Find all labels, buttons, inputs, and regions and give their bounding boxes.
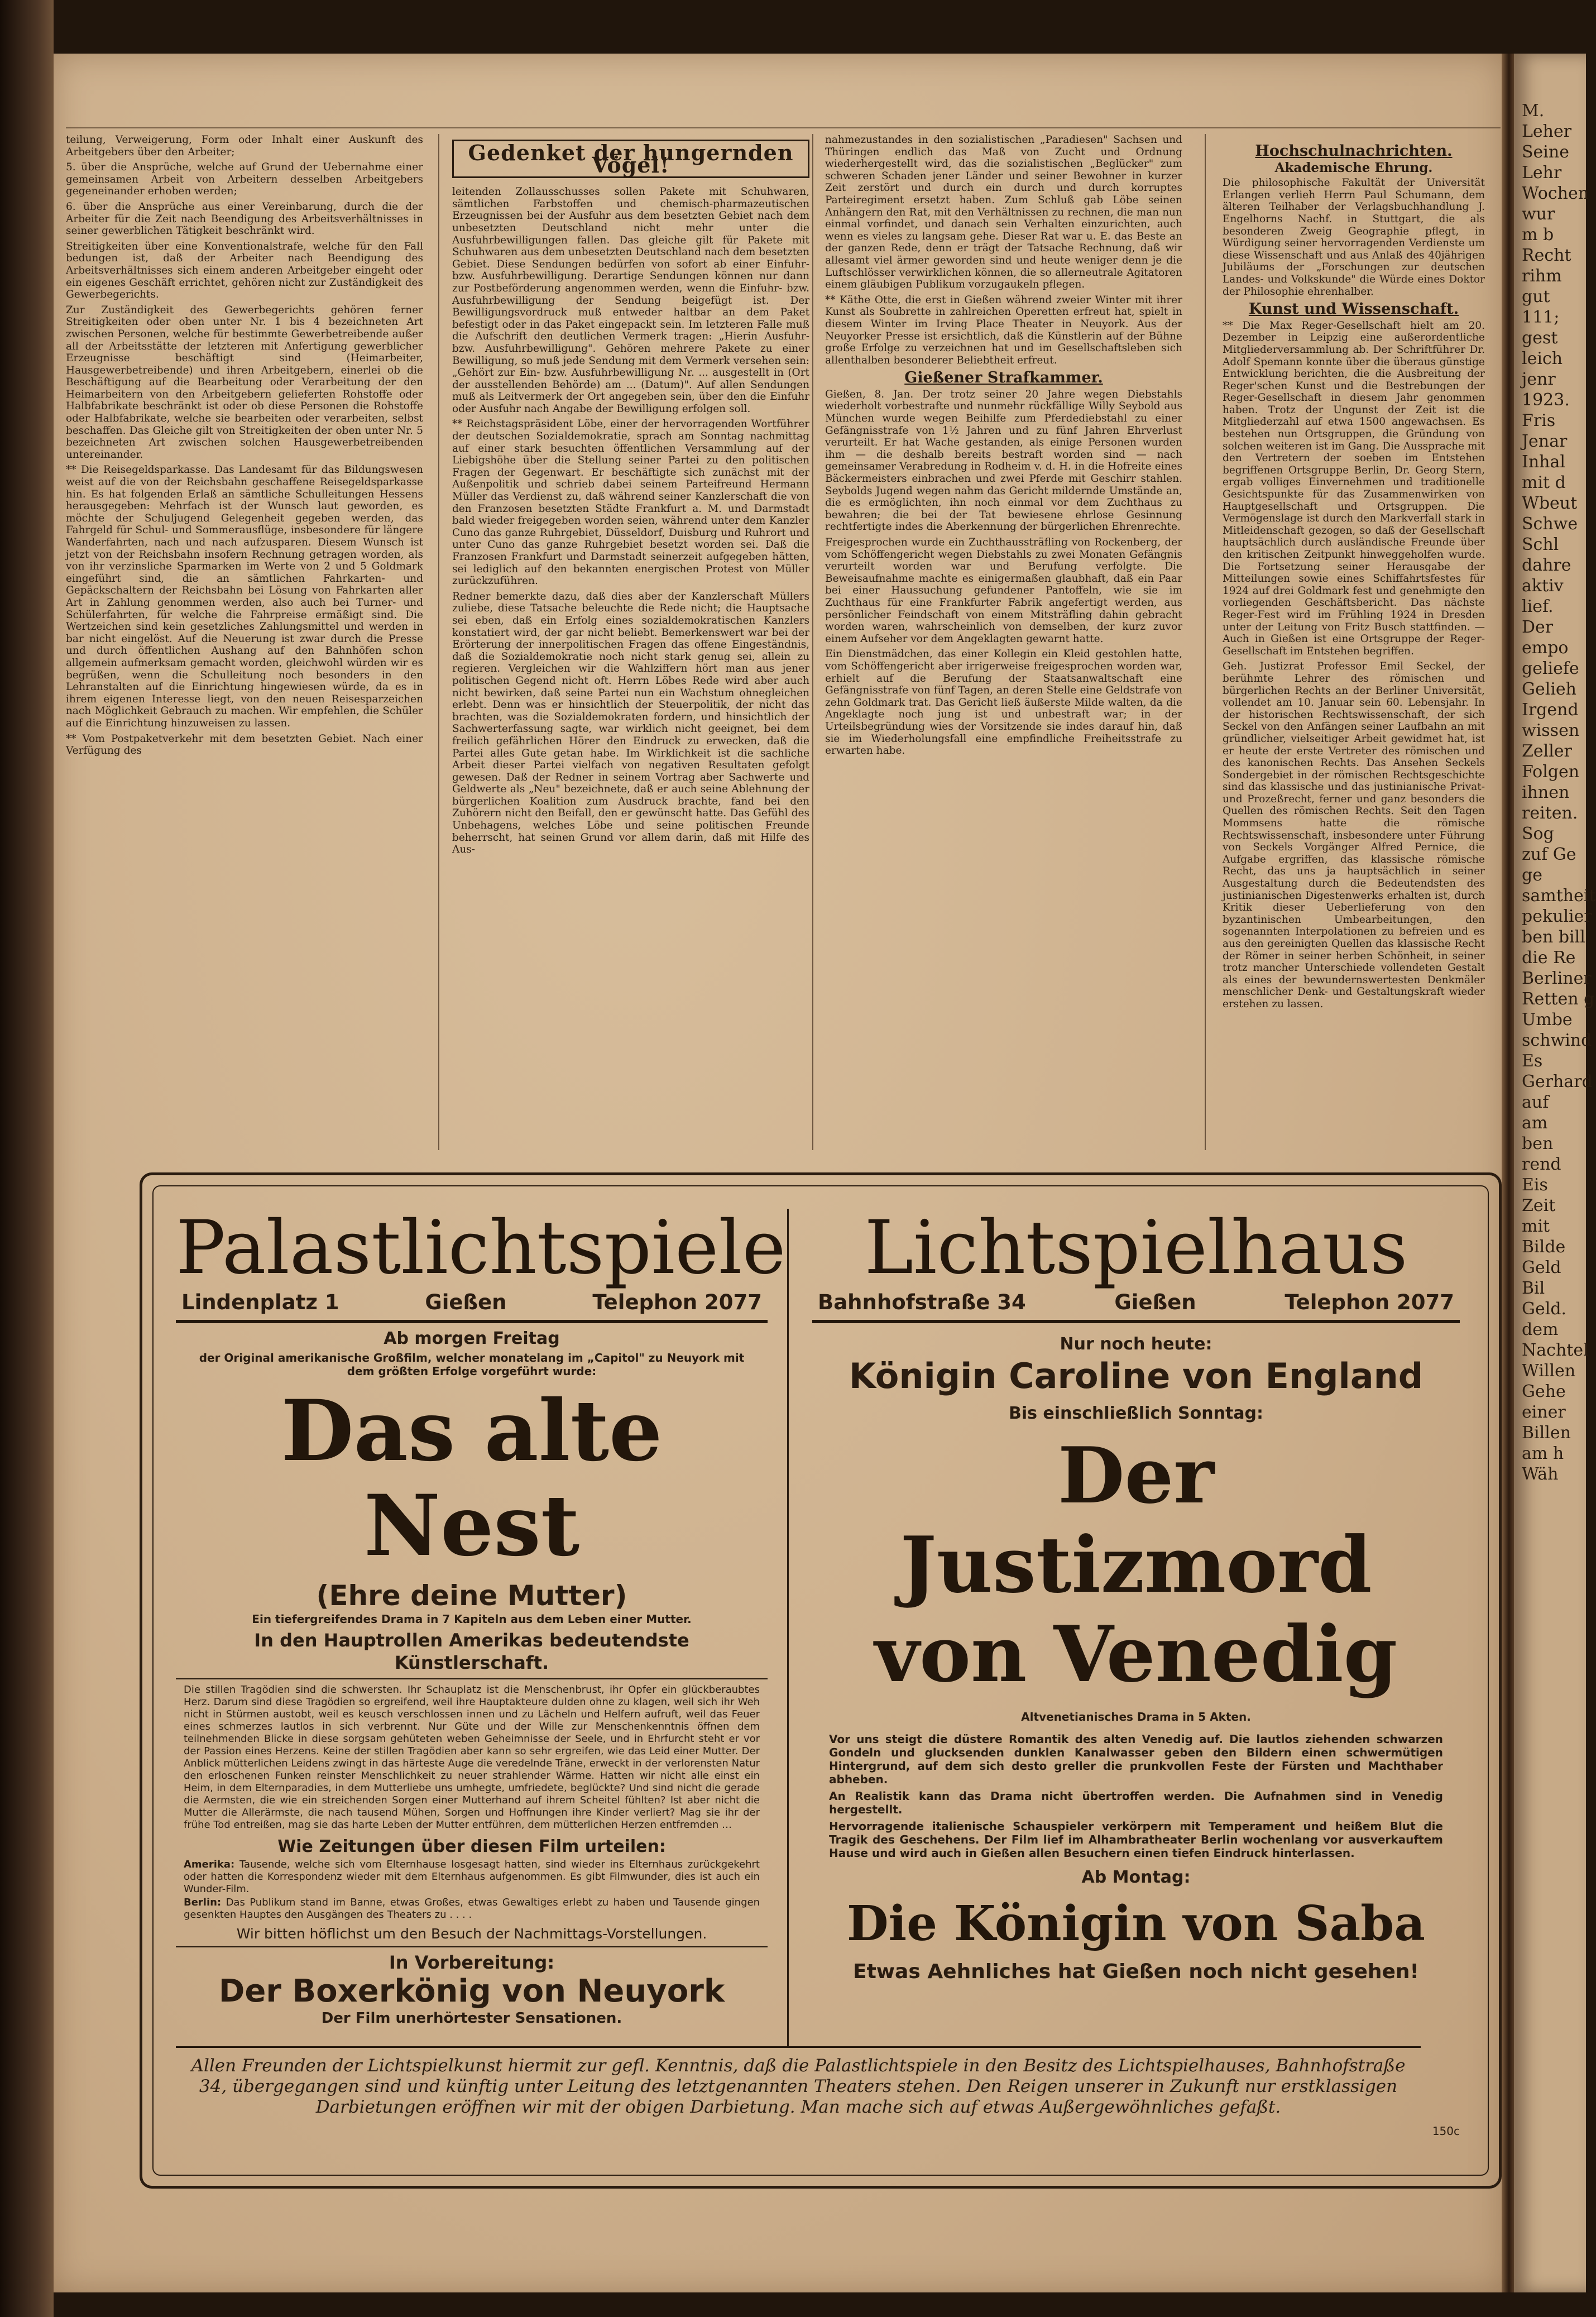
cinema-advertisement: [140, 1172, 1502, 2189]
edge-text-fragment: ben: [1522, 1134, 1554, 1153]
edge-text-fragment: Schl: [1522, 535, 1559, 554]
until-label: Bis einschließlich Sonntag:: [1008, 1404, 1264, 1423]
edge-text-fragment: empo: [1522, 638, 1569, 658]
ad-code: 150c: [1432, 2124, 1460, 2138]
article-paragraph: 5. über die Ansprüche, welche auf Grund der Uebernahme einer gemeinsamen Arbeit von Arbeitern desselben Arbeitgebers gegeneinander erhoben werden;: [66, 161, 423, 198]
edge-text-fragment: ben bill: [1522, 927, 1585, 947]
edge-text-fragment: auf: [1522, 1093, 1549, 1112]
edge-text-fragment: Zeit: [1522, 1196, 1556, 1215]
edge-text-fragment: ihnen: [1522, 783, 1570, 802]
edge-text-fragment: am h: [1522, 1444, 1564, 1463]
edge-text-fragment: Lehr: [1522, 163, 1562, 183]
edge-text-fragment: aktiv: [1522, 576, 1564, 596]
edge-text-fragment: Es: [1522, 1051, 1543, 1071]
monday-label: Ab Montag:: [1081, 1868, 1191, 1887]
edge-text-fragment: Willen: [1522, 1361, 1576, 1381]
edge-text-fragment: pekulier: [1522, 907, 1592, 926]
edge-text-fragment: Leher: [1522, 122, 1572, 141]
press-america-label: Amerika:: [184, 1859, 235, 1870]
edge-text-fragment: Billen: [1522, 1423, 1571, 1443]
ad-rule: [176, 1320, 768, 1323]
column-rule: [1205, 134, 1206, 1150]
today-film: Königin Caroline von England: [849, 1356, 1424, 1396]
edge-text-fragment: Wäh: [1522, 1464, 1559, 1484]
showing-from: Ab morgen Freitag: [384, 1329, 560, 1348]
edge-text-fragment: gest: [1522, 328, 1558, 348]
film-genre: Altvenetianisches Drama in 5 Akten.: [1021, 1710, 1251, 1724]
edge-text-fragment: leich: [1522, 349, 1563, 368]
edge-text-fragment: Sog: [1522, 824, 1554, 844]
edge-text-fragment: Umbe: [1522, 1010, 1573, 1030]
edge-text-fragment: geliefe: [1522, 659, 1579, 678]
top-rule: [66, 127, 1501, 128]
edge-text-fragment: M.: [1522, 101, 1545, 121]
film-subtitle: (Ehre deine Mutter): [316, 1579, 627, 1612]
column-2-body: [452, 186, 809, 856]
honor-paragraph: Die philosophische Fakultät der Universität Erlangen verlieh Herrn Paul Schumann, dem älteren Teilhaber der Verlagsbuchhandlung J. Engelhorns Nachf. in Stuttgart, die als besonderen Zweig Geographie pflegt, in Würdigung seiner hervorragenden Verdienste um diese Wissenschaft und aus Anlaß des 40jährigen Jubiläums der „Forschungen zur deutschen Landes- und Volkskunde" die Würde eines Doktor der Philosophie ehrenhalber.: [1223, 177, 1485, 298]
column-3-body: [825, 134, 1182, 366]
main-film-line-1: Der Justizmord: [900, 1430, 1372, 1610]
edge-text-fragment: dem: [1522, 1320, 1559, 1339]
upcoming-film-desc: Der Film unerhörtester Sensationen.: [321, 2010, 622, 2027]
upcoming-film: Der Boxerkönig von Neuyork: [218, 1973, 725, 2009]
film-description: Ein tiefergreifendes Drama in 7 Kapiteln aus dem Leben einer Mutter.: [252, 1612, 692, 1626]
edge-text-fragment: Zeller: [1522, 741, 1572, 761]
edge-text-fragment: Bil: [1522, 1279, 1545, 1298]
edge-text-fragment: einer: [1522, 1402, 1566, 1422]
article-column-3: [825, 134, 1182, 760]
cinema-city: Gießen: [425, 1290, 507, 1314]
court-report-paragraph: Freigesprochen wurde ein Zuchthaussträfling von Rockenberg, der vom Schöffengericht wegen Diebstahls zu zwei Monaten Gefängnis verurteilt worden war und Berufung verfolgte. Die Beweisaufnahme machte es einigermaßen glaubhaft, daß ein Paar bei einer Haussuchung gefundener Pantoffeln, wie sie im Zuchthaus für eine Frankfurter Fabrik angefertigt werden, aus persönlicher Feindschaft von einem Mitsträfling dahin gebracht worden waren, wahrscheinlich von demselben, der kurz zuvor einem Aufseher vor dem Angeklagten gewarnt hatte.: [825, 537, 1182, 645]
cinema-name: Palastlichtspiele: [176, 1205, 786, 1291]
ad-rule: [176, 1946, 768, 1947]
cinema-address: Bahnhofstraße 34: [818, 1290, 1026, 1314]
book-binding-edge: [0, 0, 54, 2317]
edge-text-fragment: 111;: [1522, 308, 1560, 327]
edge-text-fragment: Gerhard: [1522, 1072, 1593, 1092]
edge-text-fragment: Irgend: [1522, 700, 1579, 720]
court-reports: [825, 389, 1182, 757]
court-report-paragraph: Gießen, 8. Jan. Der trotz seiner 20 Jahre wegen Diebstahls wiederholt vorbestrafte und nunmehr rückfällige Willy Seybold aus München wurde wegen Beihilfe zum Pferdediebstahl zu einer Gefängnisstrafe von 1½ Jahren und zu fünf Jahren Ehrverlust verurteilt. Er hat Wache gestanden, als einige Personen wurden ihm — die deshalb bereits bestraft worden sind — nach gemeinsamer Verabredung in Rodheim v. d. H. in die Hofreite eines Bäckermeisters einbrachen und zwei Pferde mit Geschirr stahlen. Seybolds Jugend wegen nahm das Gericht mildernde Umstände an, die es ermöglichten, ihn noch einmal vor dem Zuchthaus zu bewahren; die bei der Tat bewiesene ehrlose Gesinnung rechtfertigte indes die Aberkennung der bürgerlichen Ehrenrechte.: [825, 388, 1182, 533]
cinema-phone: Telephon 2077: [1285, 1290, 1454, 1314]
cast-line: In den Hauptrollen Amerikas bedeutendste Künstlerschaft.: [254, 1630, 689, 1673]
edge-text-fragment: gut: [1522, 287, 1550, 307]
article-column-2: [452, 140, 809, 859]
article-paragraph: 6. über die Ansprüche aus einer Vereinbarung, durch die der Arbeiter für die Zeit nach Beendigung des Arbeitsverhältnisses in seiner gewerblichen Tätigkeit beschränkt wird.: [66, 200, 423, 237]
ad-rule: [812, 1320, 1460, 1323]
article-column-1: [66, 134, 423, 760]
edge-text-fragment: Eis: [1522, 1175, 1548, 1195]
article-paragraph: Redner bemerkte dazu, daß dies aber der Kanzlerschaft Müllers zuliebe, diese Tatsache beleuchte die Rede nicht; die Hauptsache sei eben, daß ein Erfolg eines sozialdemokratischen Kanzlers konstatiert wird, der gar nicht beliebt. Bemerkenswert war bei der Erörterung der innerpolitischen Fragen das offene Eingeständnis, daß die Sozialdemokratie noch nicht stark genug sei, allein zu regieren. Vergleichen wir die Wahlziffern hört man aus jener politischen Gegend nicht oft. Herrn Löbes Rede wird aber auch nicht bewirken, daß seine Partei nun ein Wachstum ohnegleichen erlebt. Denn was er hinsichtlich der Steuerpolitik, der nicht das brachten, was die Sozialdemokraten fordern, und hinsichtlich der Sachwerterfassung sagte, war wirklich nicht geeignet, bei dem freilich gefährlichen Hörer den Eindruck zu erwecken, daß die Partei alles Gute getan habe. Im Wirklichkeit ist die sachliche Arbeit dieser Partei vielfach von negativen Resultaten gefolgt gewesen. Daß der Redner in seinem Vortrag aber Sachwerte und Geldwerte als „Neu" bezeichnete, daß er auch seine Ablehnung der bürgerlichen Koalition zum Ausdruck brachte, fand bei den Zuhörern nicht den Beifall, den er gewünscht hatte. Das Gefühl des Unbehagens, welches Löbe und seine politischen Freunde beherrscht, hat seinen Grund vor allem darin, daß mit Hilfe des Aus-: [452, 590, 809, 856]
article-paragraph: ** Die Reisegeldsparkasse. Das Landesamt für das Bildungswesen weist auf die von der Reichsbahn geschaffene Reisegeldsparkasse hin. Es hat folgenden Erlaß an sämtliche Schulleitungen Hessens herausgegeben: Mehrfach ist der Wunsch laut geworden, es möchte der Schuljugend Gelegenheit gegeben werden, das Fahrgeld für Schul- und Sommerausflüge, insbesondere für längere Wanderfahrten, nach und nach aufzusparen. Diesem Wunsch ist jetzt von der Reichsbahn insofern Rechnung getragen worden, als von ihr verzinsliche Sparmarken im Werte von 2 und 5 Goldmark eingeführt sind, die an sämtlichen Fahrkarten- und Gepäckschaltern der Reichsbahn bei Lösung von Fahrkarten aller Art in Zahlung genommen werden, also auch bei Turner- und Schülerfahrten, für welche die Fahrpreise ermäßigt sind. Die Wertzeichen sind kein gesetzliches Zahlungsmittel und werden in bar nicht eingelöst. Auf die Neuerung ist zwar durch die Presse und durch öffentlichen Aushang auf den Bahnhöfen schon allgemein aufmerksam gemacht worden, gleichwohl würden wir es begrüßen, wenn die Schulleitung noch besonders in den Lehranstalten auf die Einrichtung hingewiesen würde, da es in ihrem eigenen Interesse liegt, von den neuen Reisesparzeichen nach Möglichkeit Gebrauch zu machen. Wir empfehlen, die Schüler auf die Einrichtung hinzuweisen zu lassen.: [66, 464, 423, 729]
press-berlin: [184, 1897, 760, 1921]
press-america: [184, 1859, 760, 1895]
edge-text-fragment: Wbeut: [1522, 494, 1578, 513]
cinema-address-line: [181, 1290, 762, 1314]
ad-slogan: Etwas Aehnliches hat Gießen noch nicht gesehen!: [853, 1960, 1419, 1983]
edge-text-fragment: am: [1522, 1113, 1548, 1133]
edge-text-fragment: zuf Ge: [1522, 845, 1576, 864]
edge-text-fragment: dahre: [1522, 556, 1571, 575]
edge-text-fragment: jenr: [1522, 370, 1556, 389]
film-synopsis: Die stillen Tragödien sind die schwersten. Ihr Schauplatz ist die Menschenbrust, ihr Opfer ein glückberaubtes Herz. Darum sind diese Tragödien so ergreifend, weil ihre Hauptakteure dulden ohne zu klagen, weil sich ihr Weh nicht in Stürmen austobt, weil es keusch verschlossen innen und zu Lächeln und Helfern aufruft, weil das Feuer eines schmerzes lautlos in sich verbrennt. Nur Güte und der Wille zur Menschenkenntnis öffnen dem teilnehmenden Blicke in diese sorgsam gehüteten weben Geheimnisse der Seele, und in Ehrfurcht steht er vor der Passion eines Herzens. Keine der stillen Tragödien aber kann so sehr ergreifen, wie das Leid einer Mutter. Der Anblick mütterlichen Leidens zwingt in das härteste Auge die veredelnde Träne, erweckt in der verlorensten Natur den erloschenen Funken reinster Menschlichkeit zu neuer strahlender Wärme. Hatten wir nicht alle einst ein Heim, in dem Elternparadies, in dem Mutterliebe uns umhegte, umfriedete, beglückte? Und sind nicht die gerade die Aermsten, die wie ein streichenden Sorgen einer Mutterhand auf ihrem Scheitel fühlten? Ist aber nicht die Mutter die Allerärmste, die nach tausend Mühen, Sorgen und Hoffnungen ihre Kinder verliert? Mag sie ihr der frühe Tod entreißen, mag sie das harte Leben der Mutter entführen, dem mütterlichen Herzen entfremden …: [184, 1684, 760, 1831]
press-title: Wie Zeitungen über diesen Film urteilen:: [277, 1837, 666, 1856]
edge-text-fragment: rihm: [1522, 266, 1562, 286]
edge-text-fragment: mit: [1522, 1217, 1550, 1236]
academic-honor-subtitle: Akademische Ehrung.: [1274, 160, 1433, 175]
edge-text-fragment: Geld: [1522, 1258, 1561, 1277]
ad-rule: [176, 1678, 768, 1679]
article-paragraph: teilung, Verweigerung, Form oder Inhalt einer Auskunft des Arbeitgebers über den Arbeiter;: [66, 134, 423, 158]
edge-text-fragment: mit d: [1522, 473, 1566, 492]
edge-text-fragment: rend: [1522, 1155, 1561, 1174]
article-paragraph: Streitigkeiten über eine Konventionalstrafe, welche für den Fall bedungen ist, daß der Arbeiter nach Beendigung des Arbeitsverhältnisses sich einem anderen Arbeitgeber eingeht oder ein eigenes Geschäft errichtet, gehören nicht zur Zuständigkeit des Gewerbegerichts.: [66, 240, 423, 301]
film-synopsis: Vor uns steigt die düstere Romantik des alten Venedig auf. Die lautlos ziehenden schwarzen Gondeln und glucksenden dunklen Kanalwasser geben den Bildern einen schwermütigen Hintergrund, auf dem sich desto greller die prunkvollen Feste der Fürsten und Machthaber abheben.: [829, 1732, 1443, 1786]
edge-text-fragment: Bilde: [1522, 1237, 1566, 1257]
edge-text-fragment: Seine: [1522, 142, 1569, 162]
edge-text-fragment: Retten g: [1522, 989, 1595, 1009]
edge-text-fragment: schwind: [1522, 1031, 1592, 1050]
film-intro: der Original amerikanische Großfilm, welcher monatelang im „Capitol" zu Neuyork mit dem größten Erfolge vorgeführt wurde:: [199, 1351, 745, 1378]
adjacent-page-text: [1514, 100, 1596, 2278]
seckel-paragraph: Geh. Justizrat Professor Emil Seckel, der berühmte Lehrer des römischen und bürgerlichen Rechts an der Berliner Universität, vollendet am 10. Januar sein 60. Lebensjahr. In der historischen Rechtswissenschaft, der sich Seckel von den Anfängen seiner Laufbahn an mit gründlicher, vielseitiger Arbeit gewidmet hat, ist er heute der erste Vertreter des römischen und des kanonischen Rechts. Das Ansehen Seckels Sondergebiet in der römischen Rechtsgeschichte sind das klassische und das justinianische Privat- und Prozeßrecht, ferner und ganz besonders die Quellen des römischen Rechts. Seit den Tagen Mommsens hatte die römische Rechtswissenschaft, insbesondere unter Führung von Seckels Vorgänger Alfred Pernice, die Aufgabe ergriffen, das klassische römische Recht, das uns ja hauptsächlich in seiner Ausgestaltung durch die Bedeutendsten des justinianischen Digestenwerks erhalten ist, durch Kritik dieser Ueberlieferung von den byzantinischen Umbearbeitungen, den sogenannten Interpolationen zu befreien und es aus den gereinigten Quellen das klassische Recht der Römer in seiner herben Schönheit, in seiner trotz mancher Unterschiede vollendeten Gestalt als eines der bewundernswertesten Denkmäler menschlicher Denk- und Gestaltungskraft wieder erstehen zu lassen.: [1223, 660, 1485, 1010]
in-preparation-label: In Vorbereitung:: [389, 1952, 555, 1973]
art-science-title: Kunst und Wissenschaft.: [1248, 300, 1459, 318]
edge-text-fragment: die Re: [1522, 948, 1576, 968]
edge-text-fragment: Inhal: [1522, 452, 1565, 472]
edge-text-fragment: ge: [1522, 865, 1542, 885]
article-paragraph: ** Reichstagspräsident Löbe, einer der hervorragenden Wortführer der deutschen Sozialdemokratie, sprach am Sonntag nachmittag auf einer stark besuchten öffentlichen Versammlung auf der Liebigshöhe über die Stellung seiner Partei zu den politischen Fragen der Gegenwart. Er beschäftigte sich zunächst mit der Außenpolitik und schrieb dabei seinem Parteifreund Hermann Müller das Verdienst zu, daß während seiner Kanzlerschaft die von den Franzosen besetzten Städte Frankfurt a. M. und Darmstadt bald wieder freigegeben worden seien, während unter dem Kanzler Cuno das ganze Ruhrgebiet, Düsseldorf, Duisburg und Ruhrort und unter Cuno das ganze Ruhrgebiet besetzt worden sei. Daß die Franzosen Frankfurt und Darmstadt seinerzeit aufgegeben hätten, sei lediglich auf den bekannten energischen Protest von Müller zurückzuführen.: [452, 418, 809, 587]
edge-text-fragment: reiten.: [1522, 803, 1578, 823]
merger-notice: Allen Freunden der Lichtspielkunst hiermit zur gefl. Kenntnis, daß die Palastlichtspiele in den Besitz des Lichtspielhauses, Bahnhofstraße 34, übergegangen sind und künftig unter Leitung des letztgenannten Theaters stehen. Den Reigen unserer in Zukunft nur erstklassigen Darbietungen eröffnen wir mit der obigen Darbietung. Man mache sich auf etwas Außergewöhnliches gefaßt.: [176, 2046, 1421, 2118]
cinema-phone: Telephon 2077: [592, 1290, 762, 1314]
reger-paragraph: ** Die Max Reger-Gesellschaft hielt am 20. Dezember in Leipzig eine außerordentliche Mitgliederversammlung ab. Der Schriftführer Dr. Adolf Spemann konnte über die überaus günstige Entwicklung berichten, die die Ausbreitung der Reger'schen Kunst und die Bestrebungen der Reger-Gesellschaft in diesem Jahr genommen haben. Trotz der Ungunst der Zeit ist die Mitgliederzahl auf etwa 1500 angewachsen. Es bestehen nun Ortsgruppen, die Gründung von solchen weiteren ist im Gang. Die Aussprache mit den Vertretern der soeben im Entstehen begriffenen Ortsgruppe Berlin, Dr. Georg Stern, ergab volliges Einvernehmen und traditionelle Gesichtspunkte für das Zusammenwirken von Hauptgesellschaft und Ortsgruppen. Die Vermögenslage ist durch den Markverfall stark in Mitleidenschaft gezogen, so daß der Gesellschaft hauptsächlich durch ausländische Freunde über den kritischen Zeitpunkt hinweggeholfen wurde. Die Fortsetzung seiner Herausgabe der Mitteilungen sowie eines Schiffahrtsfestes für 1924 auf drei Goldmark fest und genehmigte den vorliegenden Geschäftsbericht. Das nächste Reger-Fest wird im Frühling 1924 in Dresden unter der Leitung von Fritz Busch stattfinden. — Auch in Gießen ist eine Ortsgruppe der Reger-Gesellschaft im Entstehen begriffen.: [1223, 319, 1485, 657]
court-report-paragraph: Ein Dienstmädchen, das einer Kollegin ein Kleid gestohlen hatte, vom Schöffengericht aber irrigerweise freigesprochen worden war, erhielt auf die Berufung der Staatsanwaltschaft eine Gefängnisstrafe von fünf Tagen, an deren Stelle eine Geldstrafe von zehn Goldmark trat. Das Gericht ließ äußerste Milde walten, da die Angeklagte noch jung ist und unbestraft war; in der Urteilsbegründung wies der Vorsitzende sie indes darauf hin, daß sie im Wiederholungsfall eine empfindliche Freiheitsstrafe zu erwarten habe.: [825, 648, 1182, 757]
press-berlin-text: Das Publikum stand im Banne, etwas Großes, etwas Gewaltiges erlebt zu haben und Tausende gingen gesenkten Hauptes den Ausgängen des Theaters zu . . . .: [184, 1897, 760, 1921]
edge-text-fragment: Folgen: [1522, 762, 1580, 782]
hungry-birds-banner: Gedenket der hungernden Vögel!: [452, 140, 809, 178]
edge-text-fragment: Gelieh: [1522, 679, 1576, 699]
main-film-line-2: von Venedig: [874, 1609, 1398, 1700]
film-title: Das alte Nest: [281, 1382, 663, 1575]
article-paragraph: Zur Zuständigkeit des Gewerbegerichts gehören ferner Streitigkeiten oder oben unter Nr. 1 bis 4 bezeichneten Art zwischen Personen, welche für bestimmte Gewerbetreibende außer all der Arbeitsstätte der letzteren mit Anfertigung gewerblicher Erzeugnisse beschäftigt sind (Heimarbeiter, Hausgewerbetreibende) und ihren Arbeitgebern, einerlei ob die Beschäftigung auf die Bearbeitung oder Verarbeitung der den Heimarbeitern von den Arbeitgebern gelieferten Rohstoffe oder Halbfabrikate beschränkt ist oder ob diese Personen die Rohstoffe oder Halbfabrikate, welche sie bearbeiten oder verarbeiten, selbst beschaffen. Das Gleiche gilt von Streitigkeiten der oben unter Nr. 5 bezeichneten Art zwischen solchen Hausgewerbetreibenden untereinander.: [66, 304, 423, 461]
edge-text-fragment: Wochen: [1522, 184, 1589, 203]
column-rule: [812, 134, 813, 1150]
edge-text-fragment: Schwe: [1522, 514, 1578, 534]
film-realism: An Realistik kann das Drama nicht übertroffen werden. Die Aufnahmen sind in Venedig hergestellt.: [829, 1789, 1443, 1816]
edge-text-fragment: wissen: [1522, 721, 1580, 740]
edge-text-fragment: Der: [1522, 617, 1554, 637]
article-column-4: [1223, 140, 1485, 1014]
column-rule: [438, 134, 439, 1150]
edge-text-fragment: Gehe: [1522, 1382, 1566, 1401]
film-actors: Hervorragende italienische Schauspieler verkörpern mit Temperament und heißem Blut die Tragik des Geschehens. Der Film lief im Alhambratheater Berlin wochenlang vor ausverkauftem Hause und wird auch in Gießen allen Besuchern einen tiefen Eindruck hinterlassen.: [829, 1820, 1443, 1860]
today-label: Nur noch heute:: [1060, 1334, 1212, 1354]
cinema-city: Gießen: [1114, 1290, 1196, 1314]
edge-text-fragment: Nachtel: [1522, 1341, 1589, 1360]
edge-text-fragment: lief.: [1522, 597, 1554, 616]
article-paragraph: ** Vom Postpaketverkehr mit dem besetzten Gebiet. Nach einer Verfügung des: [66, 733, 423, 757]
edge-text-fragment: Jenar: [1522, 432, 1568, 451]
edge-text-fragment: Berliner: [1522, 969, 1592, 988]
article-paragraph: nahmezustandes in den sozialistischen „Paradiesen" Sachsen und Thüringen endlich das Maß von Zucht und Ordnung wiederhergestellt wird, das die sozialistischen „Beglücker" zum schweren Schaden jener Länder und seiner Bewohner in kurzer Zeit zerstört und durch ein durch und durch korruptes Parteiregiment ersetzt haben. Zum Schluß gab Löbe seinen Anhängern den Rat, mit den Verhältnissen zu rechnen, die man nun einmal vorfindet, und danach sein Verhalten einzurichten, auch wenn es vieles zu langsam gehe. Dieser Rat war u. E. das Beste an der ganzen Rede, denn er trägt der Tatsache Rechnung, daß wir allesamt viel ärmer geworden sind und heute weniger denn je die Luftschlösser verwirklichen können, die so allerneutrale Agitatoren einem gläubigen Publikum vorzugaukeln pflegen.: [825, 134, 1182, 291]
article-paragraph: leitenden Zollausschusses sollen Pakete mit Schuhwaren, sämtlichen Farbstoffen und chemisch-pharmazeutischen Erzeugnissen bei der Ausfuhr aus dem besetzten Gebiet nach dem unbesetzten Deutschland nicht mehr unter die Ausfuhrbewilligungen fallen. Das gleiche gilt für Pakete mit Schuhwaren aus dem unbesetzten Deutschland nach dem besetzten Gebiet. Diese Sendungen bedürfen von sofort ab einer Einfuhr- bzw. Ausfuhrbewilligung. Derartige Sendungen können nur dann zur Postbeförderung angenommen werden, wenn die Einfuhr- bzw. Ausfuhrbewilligung der Sendung beigefügt ist. Der Bewilligungsvordruck muß entweder haltbar an dem Paket befestigt oder in das Paket eingepackt sein. Im letzteren Falle muß die Aufschrift den deutlichen Vermerk tragen: „Hierin Ausfuhr- bzw. Ausfuhrbewilligung". Gehören mehrere Pakete zu einer Bewilligung, so muß jede Sendung mit dem Vermerk versehen sein: „Gehört zur Ein- bzw. Ausfuhrbewilligung Nr. ... ausgestellt in (Ort der ausstellenden Behörde) am ... (Datum)". Auf allen Sendungen muß als Leitvermerk der Ort angegeben sein, über den die Einfuhr oder Ausfuhr nach Angabe der Bewilligung erfolgen soll.: [452, 186, 809, 415]
matinee-request: Wir bitten höflichst um den Besuch der Nachmittags-Vorstellungen.: [236, 1926, 707, 1942]
edge-text-fragment: Geld.: [1522, 1299, 1567, 1319]
edge-text-fragment: Fris: [1522, 411, 1556, 430]
monday-film: Die Königin von Saba: [846, 1895, 1426, 1952]
edge-text-fragment: Recht: [1522, 246, 1571, 265]
cinema-name: Lichtspielhaus: [864, 1205, 1408, 1291]
university-news-title: Hochschulnachrichten.: [1255, 142, 1453, 160]
press-america-text: Tausende, welche sich vom Elternhause losgesagt hatten, sind wieder ins Elternhaus zurückgekehrt oder hatten die Korrespondenz wieder mit dem Elternhaus aufgenommen. Es gibt Filmwunder, dies ist auch ein Wunder-Film.: [184, 1859, 760, 1895]
ad-divider: [787, 1209, 789, 2046]
lichtspielhaus-ad: [812, 1205, 1460, 1983]
cinema-address: Lindenplatz 1: [181, 1290, 339, 1314]
edge-text-fragment: wur: [1522, 204, 1555, 224]
cinema-address-line: [818, 1290, 1454, 1314]
edge-text-fragment: m b: [1522, 225, 1554, 245]
press-berlin-label: Berlin:: [184, 1897, 222, 1908]
court-section-title: Gießener Strafkammer.: [904, 369, 1103, 387]
palastlichtspiele-ad: [176, 1205, 786, 2027]
article-paragraph: ** Käthe Otte, die erst in Gießen während zweier Winter mit ihrer Kunst als Soubrette in zahlreichen Operetten erfreut hat, spielt in diesem Winter im Irving Place Theater in Neuyork. Aus der Neuyorker Presse ist ersichtlich, daß die Künstlerin auf der Bühne große Erfolge zu verzeichnen hat und im Gesellschaftsleben sich allenthalben besonderer Beliebtheit erfreut.: [825, 294, 1182, 366]
edge-text-fragment: samtheit: [1522, 886, 1596, 906]
edge-text-fragment: 1923.: [1522, 390, 1570, 410]
